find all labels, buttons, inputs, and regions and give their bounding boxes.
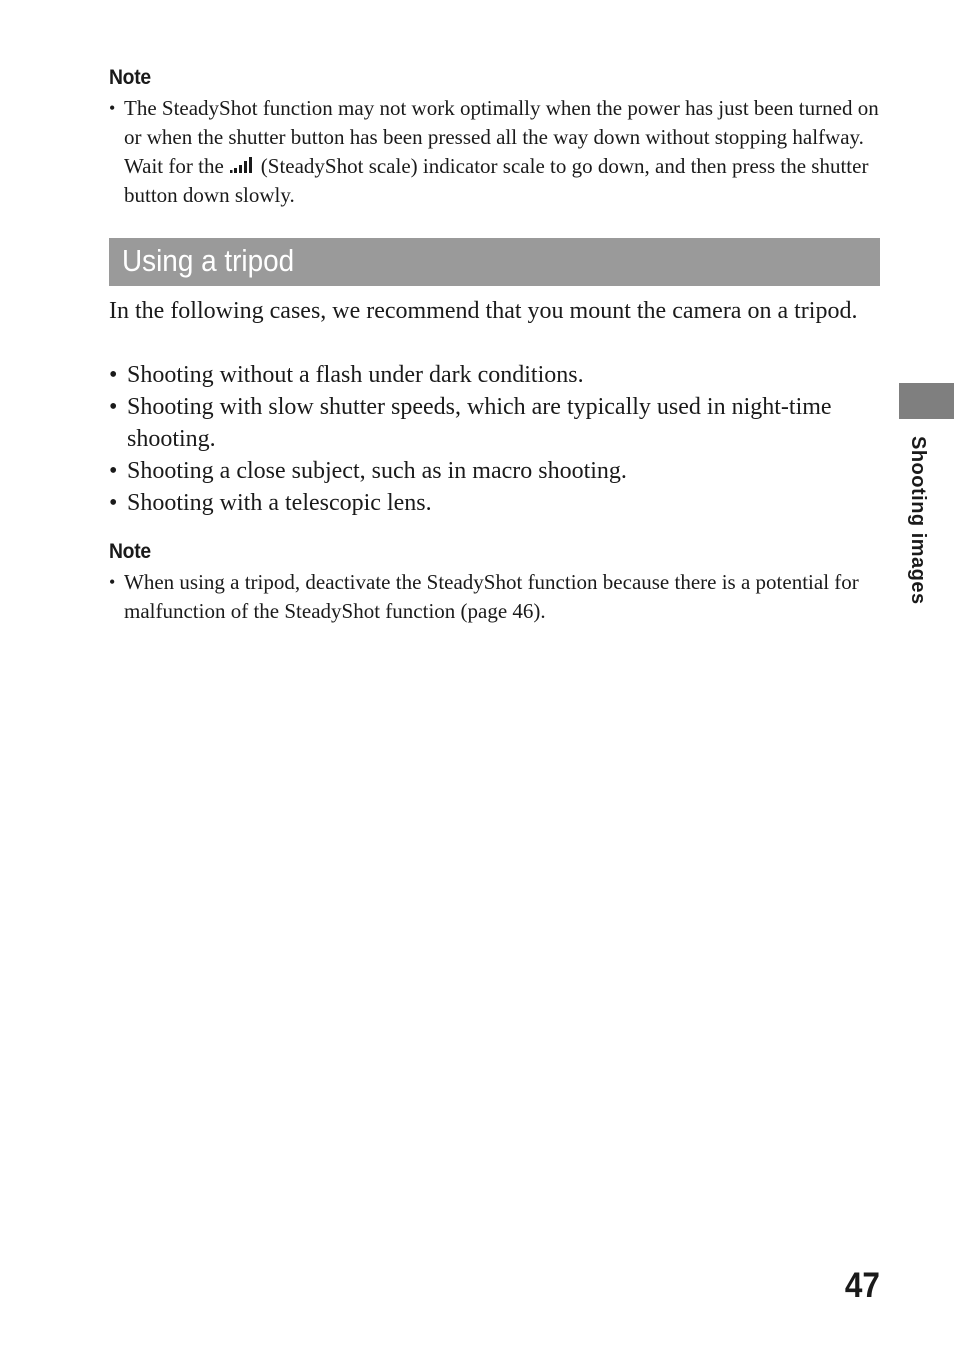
note-list bbox=[109, 94, 879, 210]
note-heading: Note bbox=[109, 66, 151, 89]
list-item: • Shooting with a telescopic lens. bbox=[109, 487, 884, 519]
section-title: Using a tripod bbox=[122, 243, 295, 278]
section-header-bar bbox=[109, 238, 880, 286]
page-number: 47 bbox=[844, 1266, 880, 1305]
note-list bbox=[109, 568, 879, 626]
tripod-cases-list bbox=[109, 359, 884, 519]
intro-paragraph: In the following cases, we recommend that you mount the camera on a tripod. bbox=[109, 298, 858, 324]
note-item: • The SteadyShot function may not work optimally when the power has just been turned on or when the shutter button has been pressed all the way down without stopping halfway. Wait for the (SteadyShot scale) indicator scale to go down, and then press the shutter button down slowly. bbox=[109, 94, 879, 210]
list-item: • Shooting a close subject, such as in macro shooting. bbox=[109, 455, 884, 487]
list-item: • Shooting with slow shutter speeds, which are typically used in night-time shooting. bbox=[109, 391, 884, 455]
chapter-label: Shooting images bbox=[907, 436, 929, 605]
note-heading: Note bbox=[109, 540, 151, 563]
note-item: • When using a tripod, deactivate the SteadyShot function because there is a potential for malfunction of the SteadyShot function (page 46). bbox=[109, 568, 879, 626]
steadyshot-scale-icon bbox=[230, 156, 253, 174]
chapter-tab-marker bbox=[899, 383, 954, 419]
list-item: • Shooting without a flash under dark conditions. bbox=[109, 359, 884, 391]
